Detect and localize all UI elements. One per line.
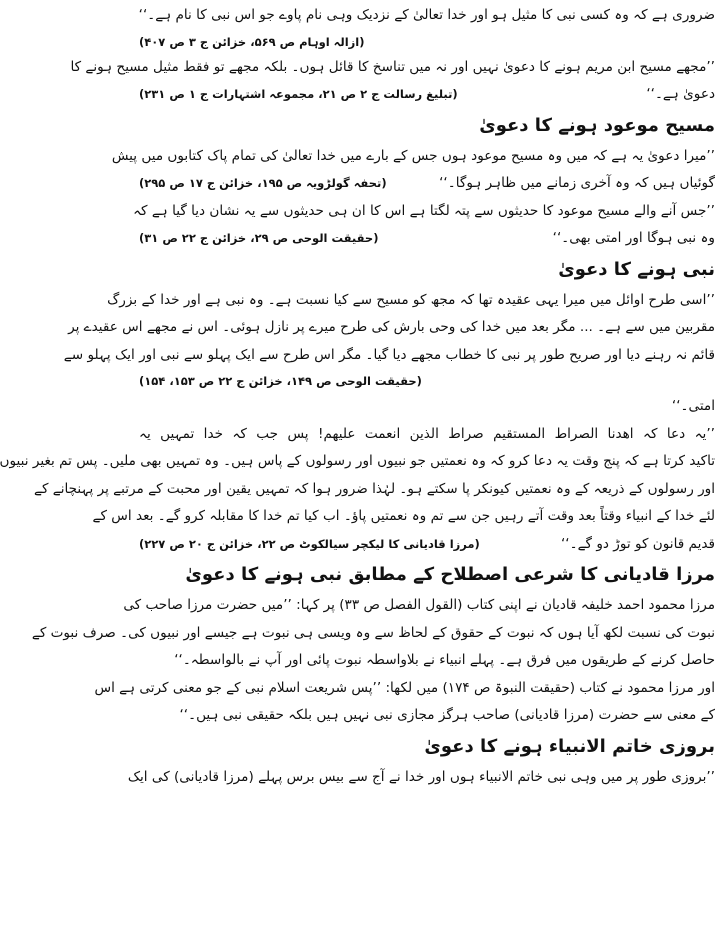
text-line: مرزا محمود احمد خلیفہ قادیان نے اپنی کتاب (القول الفصل ص ۳۳) پر کہا: ’’میں حضرت مرزا صاحب کی [123,597,715,613]
text-line: ’’یہ دعا کہ اھدنا الصراط المستقیم صراط الذین انعمت علیھم! پس جب کہ خدا تمہیں یہ [139,425,715,442]
text-line: کے معنی سے حضرت (مرزا قادیانی) صاحب ہرگز مجازی نبی نہیں ہیں بلکہ حقیقی نبی ہیں۔‘‘ [179,707,715,723]
text-line-with-citation [139,225,715,253]
text-fragment: دعویٰ ہے۔‘‘ [646,86,715,102]
text-line: ’’اسی طرح اوائل میں میرا یہی عقیدہ تھا کہ مجھ کو مسیح سے کیا نسبت ہے۔ وہ نبی ہے اور خدا کے بزرگ [107,291,715,308]
text-fragment: گوئیاں ہیں کہ وہ آخری زمانے میں ظاہر ہوگا۔‘‘ [439,175,715,191]
section-heading: مسیح موعود ہونے کا دعویٰ [479,114,715,136]
text-line: ’’بروزی طور پر میں وہی نبی خاتم الانبیاء ہوں اور خدا نے آج سے بیس برس پہلے (مرزا قادیانی) کی ایک [127,768,715,785]
section-heading: مرزا قادیانی کا شرعی اصطلاح کے مطابق نبی ہونے کا دعویٰ [185,564,715,585]
reference-citation: (تبلیغ رسالت ج ۲ ص ۲۱، مجموعہ اشتہارات ج ۱ ص ۲۳۱) [139,87,458,101]
text-line: نبوت کی نسبت لکھ آیا ہوں کہ نبوت کے حقوق کے لحاظ سے وہ ویسی ہی نبوت ہے جیسے اور نبیوں کی۔ صرف نبوت کے [31,624,715,641]
text-line: حاصل کرنے کے طریقوں میں فرق ہے۔ پہلے انبیاء نے بلاواسطہ نبوت پائی اور آپ نے بالواسطہ۔‘‘ [174,652,715,668]
text-line: اور مرزا محمود نے کتاب (حقیقت النبوۃ ص ۱۷۴) میں لکھا: ’’پس شریعت اسلام نبی کے جو معنی کرتی ہے اس [94,679,715,696]
text-fragment: وہ نبی ہوگا اور امتی بھی۔‘‘ [552,230,715,246]
section-heading: بروزی خاتم الانبیاء ہونے کا دعویٰ [424,735,715,757]
text-line: ضروری ہے کہ وہ کسی نبی کا مثیل ہو اور خدا تعالیٰ کے نزدیک وہی نام پاوے جو اس نبی کا نام ہے۔‘‘ [138,7,715,23]
section-heading: نبی ہونے کا دعویٰ [558,258,715,280]
text-line-with-citation [139,81,715,109]
text-line: ’’مجھے مسیح ابن مریم ہونے کا دعویٰ نہیں اور نہ میں تناسخ کا قائل ہوں۔ بلکہ مجھے تو فقط مثیل مسیح ہونے کا [70,58,715,75]
reference-citation: (مرزا قادیانی کا لیکچر سیالکوٹ ص ۲۲، خزائن ج ۲۰ ص ۲۲۷) [139,536,480,551]
reference-citation: (حقیقت الوحی ص ۲۹، خزائن ج ۲۲ ص ۳۱) [139,231,379,245]
text-line-with-citation [139,531,715,559]
text-line: امتی۔‘‘ [671,398,715,414]
text-line: تاکید کرتا ہے کہ پنج وقت یہ دعا کرو کہ وہ نعمتیں جو نبیوں اور رسولوں کے پاس ہیں۔ وہ تمہیں بھی ملیں۔ پس تم بغیر نبیوں [0,453,715,469]
text-line: مقربین میں سے ہے۔ ... مگر بعد میں خدا کی وحی بارش کی طرح میرے پر نازل ہوئی۔ اس نے مجھے اس عقیدے پر [68,319,715,335]
text-fragment: قدیم قانون کو توڑ دو گے۔‘‘ [560,535,715,552]
text-line: قائم نہ رہنے دیا اور صریح طور پر نبی کا خطاب مجھے دیا گیا۔ مگر اس طرح سے ایک پہلو سے نبی اور ایک پہلو سے [63,346,715,363]
text-line: لئے خدا کے انبیاء وقتاً بعد وقت آتے رہیں جن سے تم وہ نعمتیں پاؤ۔ اب کیا تم خدا کا مقابلہ کرو گے۔ بعد اس کے [92,508,715,524]
text-line: ’’جس آنے والے مسیح موعود کا حدیثوں سے پتہ لگتا ہے اس کا ان ہی حدیثوں سے یہ نشان دیا گیا ہے کہ [133,202,715,219]
reference-citation: (حقیقت الوحی ص ۱۴۹، خزائن ج ۲۲ ص ۱۵۳، ۱۵۴) [139,374,422,388]
reference-citation: (ازالہ اوہام ص ۵۶۹، خزائن ج ۳ ص ۴۰۷) [139,34,365,49]
text-line-with-citation [139,170,715,198]
text-line: اور رسولوں کے ذریعہ کے وہ نعمتیں کیونکر پا سکتے ہو۔ لہٰذا ضرور ہوا کہ تمہیں یقین اور محبت کے مرتبے پر پہنچانے کے [33,480,715,497]
text-line: ’’میرا دعویٰ یہ ہے کہ میں وہ مسیح موعود ہوں جس کے بارے میں خدا تعالیٰ کی تمام پاک کتابوں میں پیش [111,147,715,164]
reference-citation: (تحفہ گولڑویہ ص ۱۹۵، خزائن ج ۱۷ ص ۲۹۵) [139,176,387,190]
